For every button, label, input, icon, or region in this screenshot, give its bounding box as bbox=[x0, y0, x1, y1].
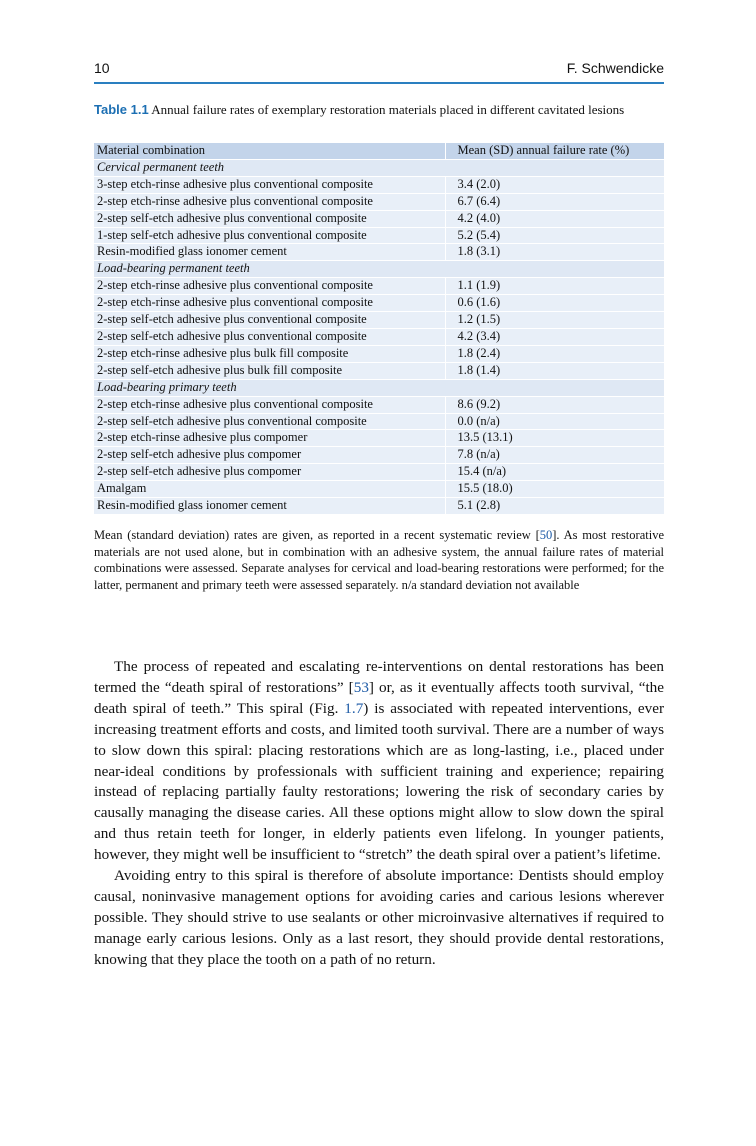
citation-link-50[interactable]: 50 bbox=[539, 528, 553, 542]
footnote-text-1: Mean (standard deviation) rates are given, as reported in a recent systematic review [ bbox=[94, 528, 540, 542]
rate-cell: 4.2 (3.4) bbox=[445, 328, 664, 345]
table-label: Table 1.1 bbox=[94, 102, 149, 117]
material-cell: 2-step etch-rinse adhesive plus bulk fill composite bbox=[94, 345, 445, 362]
material-cell: 2-step etch-rinse adhesive plus conventional composite bbox=[94, 295, 445, 312]
header-rule bbox=[94, 82, 664, 84]
rate-cell: 1.8 (2.4) bbox=[445, 345, 664, 362]
material-cell: 2-step self-etch adhesive plus bulk fill composite bbox=[94, 362, 445, 379]
table-caption-text: Annual failure rates of exemplary restoration materials placed in different cavitated lesions bbox=[148, 102, 625, 117]
paragraph-1-text-b: ] or, as it eventually affects tooth survival, “the death spiral of teeth.” This spiral (Fig. bbox=[94, 678, 664, 717]
footnote-text-2: ]. As most restorative materials are not used alone, but in combination with an adhesive system, the annual failure rates of material combinations were assessed. Separate analyses for cervical and load-bearing restorations were performed; for the latter, permanent and primary teeth were assessed separately. n/a standard deviation not available bbox=[94, 528, 664, 593]
rate-cell: 5.2 (5.4) bbox=[445, 227, 664, 244]
material-cell: 2-step self-etch adhesive plus compomer bbox=[94, 447, 445, 464]
table-row bbox=[94, 447, 664, 464]
material-cell: 3-step etch-rinse adhesive plus conventional composite bbox=[94, 176, 445, 193]
rate-cell: 13.5 (13.1) bbox=[445, 430, 664, 447]
material-cell: 2-step self-etch adhesive plus conventional composite bbox=[94, 312, 445, 329]
material-cell: Resin-modified glass ionomer cement bbox=[94, 498, 445, 515]
material-cell: 2-step self-etch adhesive plus compomer bbox=[94, 464, 445, 481]
rate-cell: 1.8 (3.1) bbox=[445, 244, 664, 261]
rate-cell: 0.0 (n/a) bbox=[445, 413, 664, 430]
table-row bbox=[94, 278, 664, 295]
group-title: Cervical permanent teeth bbox=[94, 159, 664, 176]
table-footnote bbox=[94, 527, 664, 594]
material-cell: 2-step self-etch adhesive plus conventional composite bbox=[94, 328, 445, 345]
paragraph-1-text-c: ) is associated with repeated interventions, ever increasing treatment efforts and costs, and limited tooth survival. There are a number of ways to slow down this spiral: placing restorations which are as long-lasting, i.e., placed under near-ideal conditions by professionals with sufficient training and experience; repairing instead of replacing partially faulty restorations; lowering the risk of secondary caries by causally managing the disease caries. All these options might allow to slow down the spiral and thus retain teeth for longer, in elderly patients even lifelong. In younger patients, however, they might well be insufficient to “stretch” the death spiral over a patient’s lifetime. bbox=[94, 699, 664, 864]
table-row bbox=[94, 295, 664, 312]
material-cell: Resin-modified glass ionomer cement bbox=[94, 244, 445, 261]
rate-cell: 15.5 (18.0) bbox=[445, 481, 664, 498]
rate-cell: 15.4 (n/a) bbox=[445, 464, 664, 481]
table-row bbox=[94, 244, 664, 261]
material-cell: 2-step etch-rinse adhesive plus conventional composite bbox=[94, 396, 445, 413]
running-header-author: F. Schwendicke bbox=[566, 60, 664, 76]
column-header-rate: Mean (SD) annual failure rate (%) bbox=[445, 143, 664, 159]
table-row bbox=[94, 227, 664, 244]
table-row bbox=[94, 362, 664, 379]
table-caption bbox=[94, 101, 664, 118]
material-cell: 2-step etch-rinse adhesive plus conventional composite bbox=[94, 278, 445, 295]
rate-cell: 6.7 (6.4) bbox=[445, 193, 664, 210]
paragraph-2: Avoiding entry to this spiral is therefore of absolute importance: Dentists should employ causal, noninvasive management options for avoiding caries and carious lesions wherever possible. They should strive to use sealants or other microinvasive alternatives if required to manage early carious lesions. Only as a last resort, they should provide dental restorations, knowing that they place the tooth on a path of no return. bbox=[94, 867, 664, 968]
paragraph-1-text-a: The process of repeated and escalating re-interventions on dental restorations has been termed the “death spiral of restorations” [ bbox=[94, 658, 664, 696]
table-row bbox=[94, 481, 664, 498]
failure-rates-table bbox=[94, 143, 664, 515]
rate-cell: 7.8 (n/a) bbox=[445, 447, 664, 464]
rate-cell: 1.1 (1.9) bbox=[445, 278, 664, 295]
table-row bbox=[94, 345, 664, 362]
table-row bbox=[94, 413, 664, 430]
material-cell: 2-step self-etch adhesive plus conventional composite bbox=[94, 210, 445, 227]
table-row bbox=[94, 430, 664, 447]
rate-cell: 0.6 (1.6) bbox=[445, 295, 664, 312]
material-cell: 2-step etch-rinse adhesive plus conventional composite bbox=[94, 193, 445, 210]
table-group-row bbox=[94, 261, 664, 278]
table-header-row bbox=[94, 143, 664, 159]
table-row bbox=[94, 464, 664, 481]
material-cell: 1-step self-etch adhesive plus conventional composite bbox=[94, 227, 445, 244]
table-row bbox=[94, 193, 664, 210]
rate-cell: 1.8 (1.4) bbox=[445, 362, 664, 379]
column-header-material: Material combination bbox=[94, 143, 445, 159]
material-cell: 2-step etch-rinse adhesive plus compomer bbox=[94, 430, 445, 447]
table-row bbox=[94, 210, 664, 227]
rate-cell: 4.2 (4.0) bbox=[445, 210, 664, 227]
table-row bbox=[94, 328, 664, 345]
rate-cell: 3.4 (2.0) bbox=[445, 176, 664, 193]
table-row bbox=[94, 176, 664, 193]
table-group-row bbox=[94, 159, 664, 176]
table-row bbox=[94, 312, 664, 329]
table-body bbox=[94, 143, 664, 514]
rate-cell: 5.1 (2.8) bbox=[445, 498, 664, 515]
figure-link-1-7[interactable]: 1.7 bbox=[344, 699, 364, 717]
rate-cell: 1.2 (1.5) bbox=[445, 312, 664, 329]
page-number: 10 bbox=[94, 60, 110, 76]
material-cell: 2-step self-etch adhesive plus conventional composite bbox=[94, 413, 445, 430]
paragraph-1 bbox=[94, 657, 664, 866]
table-row bbox=[94, 498, 664, 515]
material-cell: Amalgam bbox=[94, 481, 445, 498]
citation-link-53[interactable]: 53 bbox=[353, 678, 369, 696]
body-text bbox=[94, 657, 664, 971]
table-row bbox=[94, 396, 664, 413]
group-title: Load-bearing primary teeth bbox=[94, 379, 664, 396]
table-group-row bbox=[94, 379, 664, 396]
rate-cell: 8.6 (9.2) bbox=[445, 396, 664, 413]
group-title: Load-bearing permanent teeth bbox=[94, 261, 664, 278]
